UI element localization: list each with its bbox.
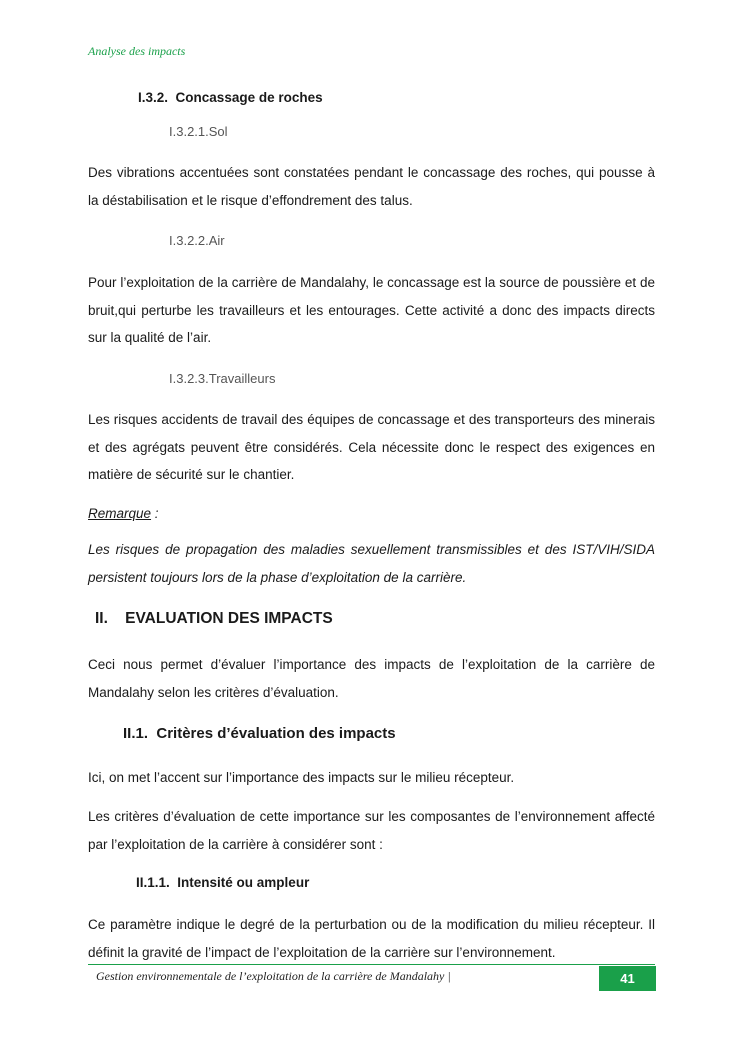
heading-title: Critères d’évaluation des impacts xyxy=(156,725,396,742)
paragraph-travailleurs: Les risques accidents de travail des équipes de concassage et des transporteurs des minerais et des agrégats peuvent être considérés. Cela nécessite donc le respect des exigences en matière de sécurité sur le chantier. xyxy=(88,412,655,482)
heading-number: II.1. xyxy=(123,725,149,742)
heading-title: Air xyxy=(208,233,225,248)
heading-number: I.3.2.1. xyxy=(169,124,209,139)
heading-number: II.1.1. xyxy=(136,875,170,890)
paragraph-accent: Ici, on met l’accent sur l’importance des impacts sur le milieu récepteur. xyxy=(88,770,515,785)
heading-i-3-2-2 xyxy=(169,233,225,248)
page-number: 41 xyxy=(599,966,656,991)
running-header: Analyse des impacts xyxy=(88,44,186,58)
paragraph-remark: Les risques de propagation des maladies sexuellement transmissibles et des IST/VIH/SIDA persistent toujours lors de la phase d’exploitation de la carrière. xyxy=(88,542,655,585)
heading-ii-1 xyxy=(123,725,396,742)
heading-title: Concassage de roches xyxy=(175,90,323,105)
heading-number: I.3.2.3. xyxy=(169,371,209,386)
remark-colon: : xyxy=(151,506,159,521)
heading-title: EVALUATION DES IMPACTS xyxy=(125,610,333,627)
paragraph-air: Pour l’exploitation de la carrière de Mandalahy, le concassage est la source de poussière et de bruit,qui perturbe les travailleurs et les entourages. Cette activité a donc des impacts directs sur la qualité de l’air. xyxy=(88,275,655,345)
heading-ii xyxy=(95,610,333,628)
paragraph-parametre: Ce paramètre indique le degré de la perturbation ou de la modification du milieu récepteur. Il définit la gravité de l’impact de l’exploitation de la carrière sur l’environnement. xyxy=(88,917,655,960)
paragraph-criteres: Les critères d’évaluation de cette importance sur les composantes de l’environnement affecté par l’exploitation de la carrière à considérer sont : xyxy=(88,809,655,852)
heading-title: Sol xyxy=(208,124,228,139)
heading-i-3-2-1 xyxy=(169,124,228,139)
heading-ii-1-1 xyxy=(136,875,309,890)
heading-number: I.3.2.2. xyxy=(169,233,209,248)
paragraph-sol: Des vibrations accentuées sont constatées pendant le concassage des roches, qui pousse à la déstabilisation et le risque d’effondrement des talus. xyxy=(88,165,655,208)
remark-label xyxy=(88,506,159,521)
footer-divider xyxy=(88,964,655,965)
heading-i-3-2-3 xyxy=(169,371,275,386)
heading-number: II. xyxy=(95,610,108,627)
heading-number: I.3.2. xyxy=(138,90,169,105)
heading-i-3-2 xyxy=(138,90,323,105)
footer-title: Gestion environnementale de l’exploitation de la carrière de Mandalahy | xyxy=(96,969,451,983)
paragraph-evaluation: Ceci nous permet d’évaluer l’importance des impacts de l’exploitation de la carrière de Mandalahy selon les critères d’évaluation. xyxy=(88,657,655,700)
heading-title: Travailleurs xyxy=(208,371,276,386)
remark-label-text: Remarque xyxy=(88,506,152,521)
heading-title: Intensité ou ampleur xyxy=(177,875,310,890)
